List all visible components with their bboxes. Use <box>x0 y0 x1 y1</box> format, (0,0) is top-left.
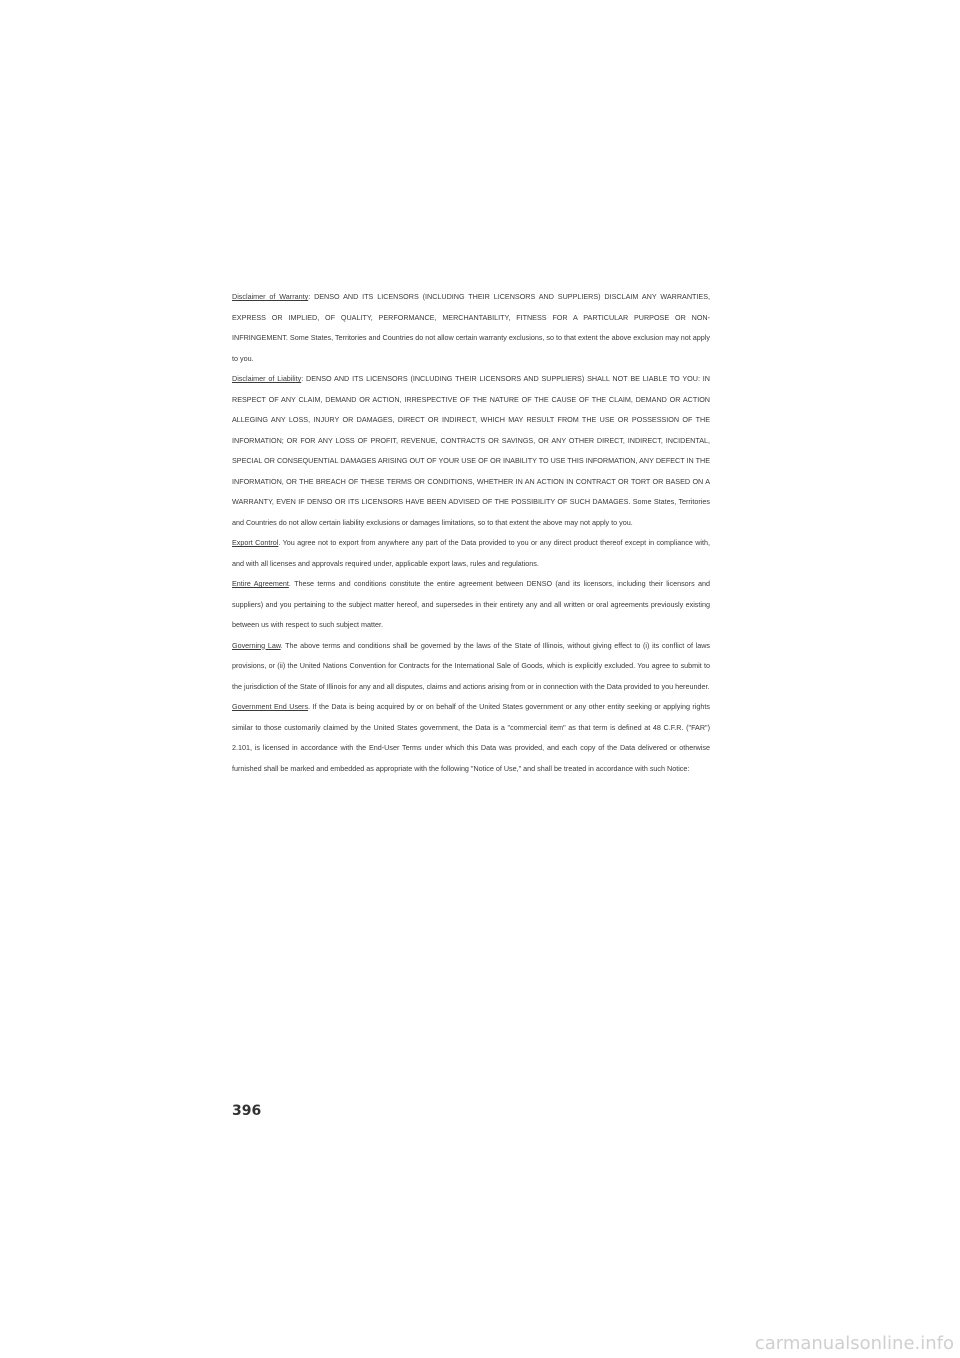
heading-separator: . <box>278 538 283 547</box>
paragraph-body: DENSO AND ITS LICENSORS (INCLUDING THEIR LICENSORS AND SUPPLIERS) DISCLAIM ANY WARRANTIES, EXPRESS OR IMPLIED, OF QUALITY, PERFORMANCE, MERCHANTABILITY, FITNESS FOR A PARTICULAR PURPOSE OR NON-INFRINGEMENT. Some States, Territories and Countries do not allow certain warranty exclusions, so to that extent the above exclusion may not apply to you. <box>232 292 710 363</box>
paragraph-body: You agree not to export from anywhere any part of the Data provided to you or any direct product thereof except in compliance with, and with all licenses and approvals required under, applicable export laws, rules and regulations. <box>232 538 711 568</box>
paragraph-heading: Governing Law <box>232 640 281 650</box>
paragraph-entire-agreement <box>232 574 710 636</box>
paragraph-governing-law <box>232 636 710 698</box>
heading-separator: . <box>280 640 286 650</box>
heading-separator: . <box>288 579 295 588</box>
paragraph-body: If the Data is being acquired by or on behalf of the United States government or any other entity seeking or applying rights similar to those customarily claimed by the United States government, the Data is a "commercial item" as that term is defined at 48 C.F.R. ("FAR") 2.101, is licensed in accordance with the End-User Terms under which this Data was provided, and each copy of the Data delivered or otherwise furnished shall be marked and embedded as appropriate with the following "Notice of Use," and shall be treated in accordance with such Notice: <box>232 702 710 773</box>
heading-separator: : <box>308 292 315 301</box>
page-number: 396 <box>232 1103 262 1119</box>
paragraph-body: DENSO AND ITS LICENSORS (INCLUDING THEIR LICENSORS AND SUPPLIERS) SHALL NOT BE LIABLE TO YOU: IN RESPECT OF ANY CLAIM, DEMAND OR ACTION, IRRESPECTIVE OF THE NATURE OF THE CAUSE OF THE CLAIM, DEMAND OR ACTION ALLEGING ANY LOSS, INJURY OR DAMAGES, DIRECT OR INDIRECT, WHICH MAY RESULT FROM THE USE OR POSSESSION OF THE INFORMATION; OR FOR ANY LOSS OF PROFIT, REVENUE, CONTRACTS OR SAVINGS, OR ANY OTHER DIRECT, INDIRECT, INCIDENTAL, SPECIAL OR CONSEQUENTIAL DAMAGES ARISING OUT OF YOUR USE OF OR INABILITY TO USE THIS INFORMATION, ANY DEFECT IN THE INFORMATION, OR THE BREACH OF THESE TERMS OR CONDITIONS, WHETHER IN AN ACTION IN CONTRACT OR TORT OR BASED ON A WARRANTY, EVEN IF DENSO OR ITS LICENSORS HAVE BEEN ADVISED OF THE POSSIBILITY OF SUCH DAMAGES. Some States, Territories and Countries do not allow certain liability exclusions or damages limitations, so to that extent the above may not apply to you. <box>232 374 710 527</box>
paragraph-body: These terms and conditions constitute the entire agreement between DENSO (and its licensors, including their licensors and suppliers) and you pertaining to the subject matter hereof, and supersedes in their entirety any and all written or oral agreements previously existing between us with respect to such subject matter. <box>232 579 710 629</box>
paragraph-heading: Disclaimer of Warranty <box>232 292 309 301</box>
heading-separator: : <box>301 374 307 383</box>
paragraph-heading: Government End Users <box>232 702 309 711</box>
paragraph-government-end-users <box>232 697 710 779</box>
paragraph-body: The above terms and conditions shall be governed by the laws of the State of Illinois, without giving effect to (i) its conflict of laws provisions, or (ii) the United Nations Convention for Contracts for the International Sale of Goods, which is explicitly excluded. You agree to submit to the jurisdiction of the State of Illinois for any and all disputes, claims and actions arising from or in connection with the Data provided to you hereunder. <box>232 640 710 691</box>
paragraph-disclaimer-of-liability <box>232 369 710 533</box>
watermark-footer: carmanualsonline.info <box>754 1333 954 1354</box>
paragraph-heading: Export Control <box>232 538 279 547</box>
paragraph-heading: Entire Agreement <box>232 579 289 588</box>
paragraph-export-control <box>232 533 710 574</box>
paragraph-disclaimer-of-warranty <box>232 287 710 369</box>
paragraph-heading: Disclaimer of Liability <box>232 374 302 383</box>
heading-separator: . <box>308 702 313 711</box>
terms-text-block <box>232 287 710 779</box>
